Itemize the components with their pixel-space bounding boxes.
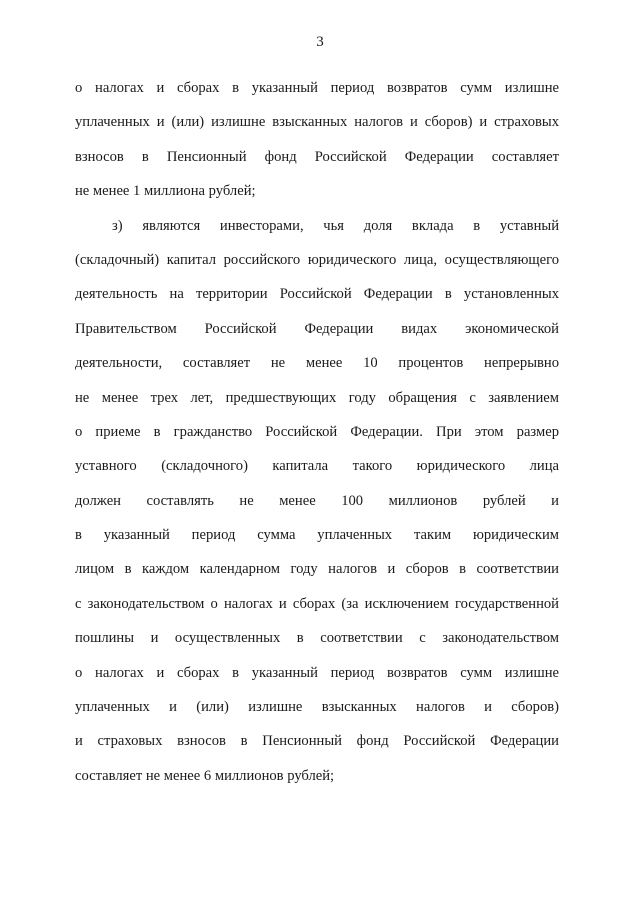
text-line: уплаченных и (или) излишне взысканных налогов и сборов) и страховых [75, 114, 559, 131]
text-line: составляет не менее 6 миллионов рублей; [75, 767, 335, 784]
text-line: уставного (складочного) капитала такого юридического лица [75, 458, 559, 475]
text-line: о налогах и сборах в указанный период возвратов сумм излишне [75, 664, 559, 681]
paragraph-continuation [75, 71, 559, 209]
page-number: 3 [316, 34, 324, 50]
text-line: з) являются инвесторами, чья доля вклада в уставный [112, 217, 559, 234]
text-line: и страховых взносов в Пенсионный фонд Российской Федерации [75, 733, 559, 750]
text-line: о налогах и сборах в указанный период возвратов сумм излишне [75, 80, 559, 96]
text-line: взносов в Пенсионный фонд Российской Федерации составляет [75, 148, 559, 165]
text-line: о приеме в гражданство Российской Федерации. При этом размер [75, 423, 559, 440]
text-line: лицом в каждом календарном году налогов и сборов в соответствии [75, 561, 559, 578]
text-line: деятельность на территории Российской Федерации в установленных [75, 286, 559, 303]
paragraph-item-z [75, 209, 559, 794]
text-line: деятельности, составляет не менее 10 процентов непрерывно [75, 355, 559, 372]
text-line: не менее трех лет, предшествующих году обращения с заявлением [75, 389, 559, 406]
text-line: в указанный период сумма уплаченных таким юридическим [75, 527, 559, 544]
document-body [75, 71, 559, 793]
text-line: должен составлять не менее 100 миллионов рублей и [75, 492, 559, 509]
text-line: пошлины и осуществленных в соответствии с законодательством [75, 630, 559, 647]
text-line: уплаченных и (или) излишне взысканных налогов и сборов) [75, 699, 559, 716]
text-line: (складочный) капитал российского юридического лица, осуществляющего [75, 251, 559, 268]
text-line: не менее 1 миллиона рублей; [75, 183, 256, 200]
text-line: Правительством Российской Федерации видах экономической [75, 320, 559, 337]
text-line: с законодательством о налогах и сборах (за исключением государственной [75, 595, 559, 612]
